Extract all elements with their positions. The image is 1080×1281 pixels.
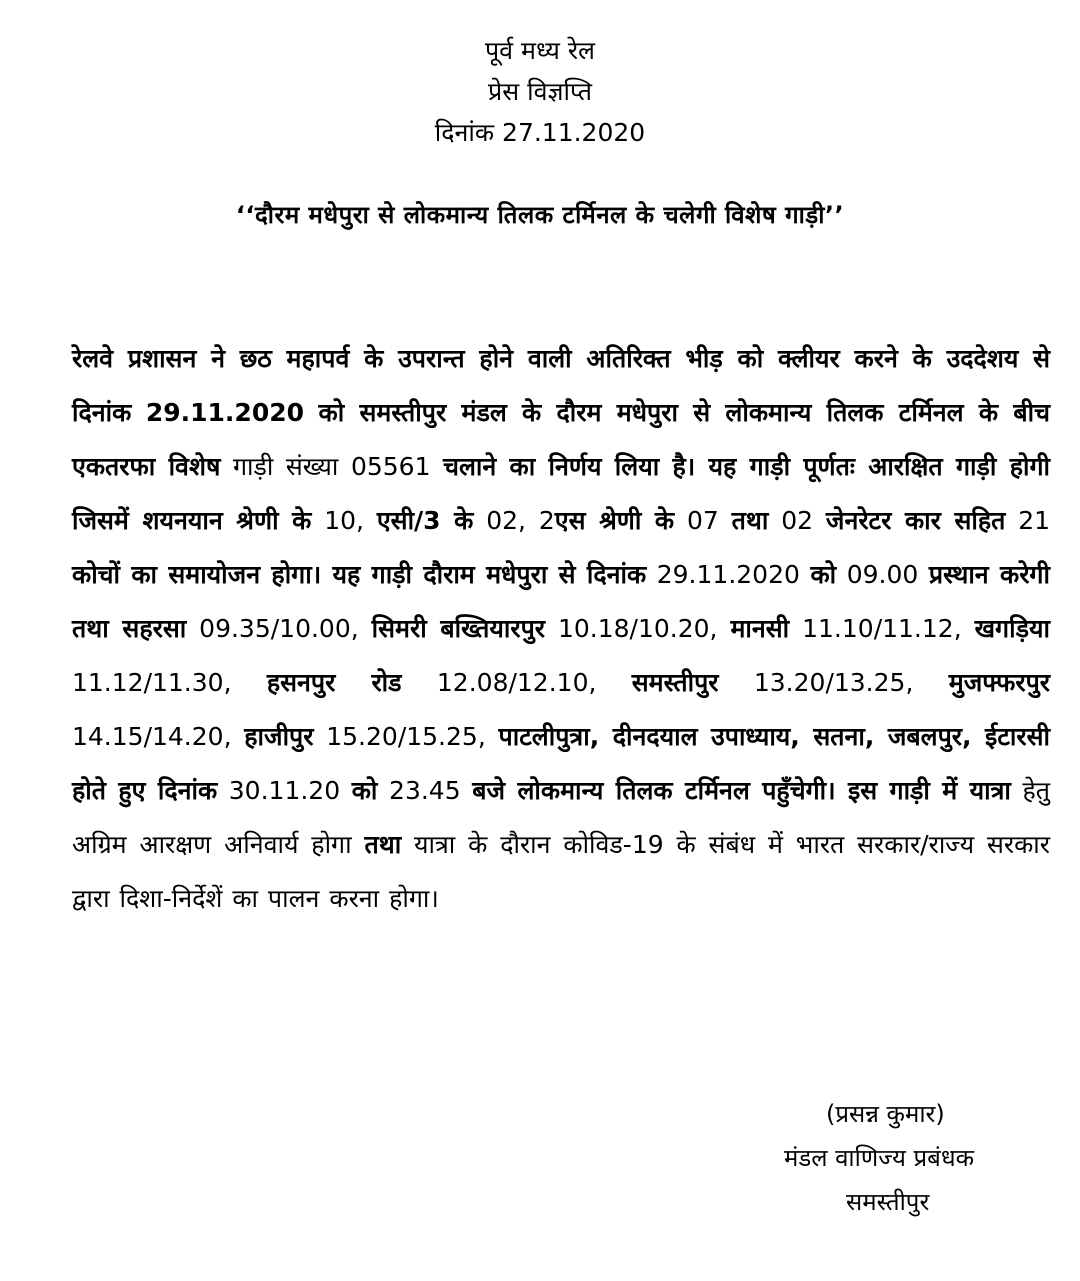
hasanpur-timing: 12.08/12.10, bbox=[436, 668, 597, 697]
arrival-date: 30.11.20 bbox=[228, 776, 341, 805]
station-name: हाजीपुर bbox=[244, 722, 314, 751]
station-name: मुजफ्फरपुर bbox=[948, 668, 1051, 697]
body-text-segment: बजे लोकमान्य तिलक टर्मिनल पहुँचेगी। इस गाड़ी में यात्रा bbox=[472, 776, 1011, 805]
departure-time: 09.00 bbox=[846, 560, 919, 589]
body-text-segment: को bbox=[810, 560, 837, 589]
body-text-segment: हेतु अग्रिम आरक्षण अनिवार्य होगा bbox=[72, 776, 1051, 859]
body-text-segment: एसी/3 के bbox=[376, 506, 474, 535]
station-name: मानसी bbox=[730, 614, 790, 643]
body-text-segment: को bbox=[351, 776, 378, 805]
body-text-segment: तथा bbox=[364, 830, 402, 859]
station-name: सिमरी बख्तियारपुर bbox=[371, 614, 546, 643]
letterhead bbox=[0, 30, 1080, 153]
body-text-segment: तथा bbox=[731, 506, 769, 535]
signatory-title: मंडल वाणिज्य प्रबंधक bbox=[784, 1144, 975, 1172]
signatory-place: समस्तीपुर bbox=[846, 1188, 930, 1216]
body-text-segment: प्रस्थान करेगी तथा सहरसा bbox=[72, 560, 1050, 643]
signature-block bbox=[760, 1092, 1040, 1224]
run-date: 29.11.2020 bbox=[145, 398, 304, 427]
hajipur-timing: 15.20/15.25, bbox=[326, 722, 486, 751]
body-text-segment: को समस्तीपुर मंडल के दौरम मधेपुरा से लोकमान्य तिलक टर्मिनल के बीच एकतरफा विशेष bbox=[72, 398, 1050, 481]
body-text-segment: रेलवे प्रशासन ने छठ महापर्व के उपरान्त होने वाली अतिरिक्त भीड़ को क्लीयर करने के उददेशय से दिनांक bbox=[72, 344, 1050, 427]
generator-count: 02 bbox=[781, 506, 814, 535]
press-release-headline: ‘‘दौरम मधेपुरा से लोकमान्य तिलक टर्मिनल के चलेगी विशेष गाड़ी’’ bbox=[235, 201, 845, 229]
ac3-count: 02, 2 bbox=[486, 506, 555, 535]
khagaria-timing: 11.12/11.30, bbox=[72, 668, 232, 697]
second-sitting-count: 07 bbox=[687, 506, 719, 535]
body-text-segment: एस श्रेणी के bbox=[554, 506, 675, 535]
body-text-segment: पाटलीपुत्रा, दीनदयाल उपाध्याय, सतना, जबलपुर, ईटारसी होते हुए दिनांक bbox=[72, 722, 1050, 805]
station-name: समस्तीपुर bbox=[631, 668, 719, 697]
document-date: दिनांक 27.11.2020 bbox=[434, 118, 646, 147]
arrival-time: 23.45 bbox=[389, 776, 461, 805]
samastipur-timing: 13.20/13.25, bbox=[753, 668, 914, 697]
document-type: प्रेस विज्ञप्ति bbox=[488, 77, 592, 106]
muzaffarpur-timing: 14.15/14.20, bbox=[72, 722, 232, 751]
body-text-segment: जेनरेटर कार सहित bbox=[825, 506, 1006, 535]
sleeper-count: 10, bbox=[324, 506, 364, 535]
press-release-body bbox=[72, 332, 1050, 926]
station-name: खगड़िया bbox=[974, 614, 1050, 643]
train-number: गाड़ी संख्या 05561 bbox=[232, 452, 431, 481]
body-text-segment: यात्रा के दौरान कोविड-19 के संबंध में भारत सरकार/राज्य सरकार द्वारा दिशा-निर्देशें का पालन करना होगा। bbox=[72, 830, 1050, 913]
body-text-segment: कोचों का समायोजन होगा। यह गाड़ी दौराम मधेपुरा से दिनांक bbox=[72, 560, 647, 589]
saharsa-timing: 09.35/10.00, bbox=[199, 614, 359, 643]
simri-timing: 10.18/10.20, bbox=[557, 614, 718, 643]
station-name: हसनपुर रोड bbox=[266, 668, 402, 697]
mansi-timing: 11.10/11.12, bbox=[802, 614, 962, 643]
departure-date: 29.11.2020 bbox=[656, 560, 800, 589]
signatory-name: (प्रसन्न कुमार) bbox=[826, 1100, 945, 1128]
total-coaches: 21 bbox=[1018, 506, 1051, 535]
body-text-segment: चलाने का निर्णय लिया है। यह गाड़ी पूर्णतः आरक्षित गाड़ी होगी जिसमें शयनयान श्रेणी के bbox=[72, 452, 1050, 535]
organization-name: पूर्व मध्य रेल bbox=[484, 36, 596, 65]
